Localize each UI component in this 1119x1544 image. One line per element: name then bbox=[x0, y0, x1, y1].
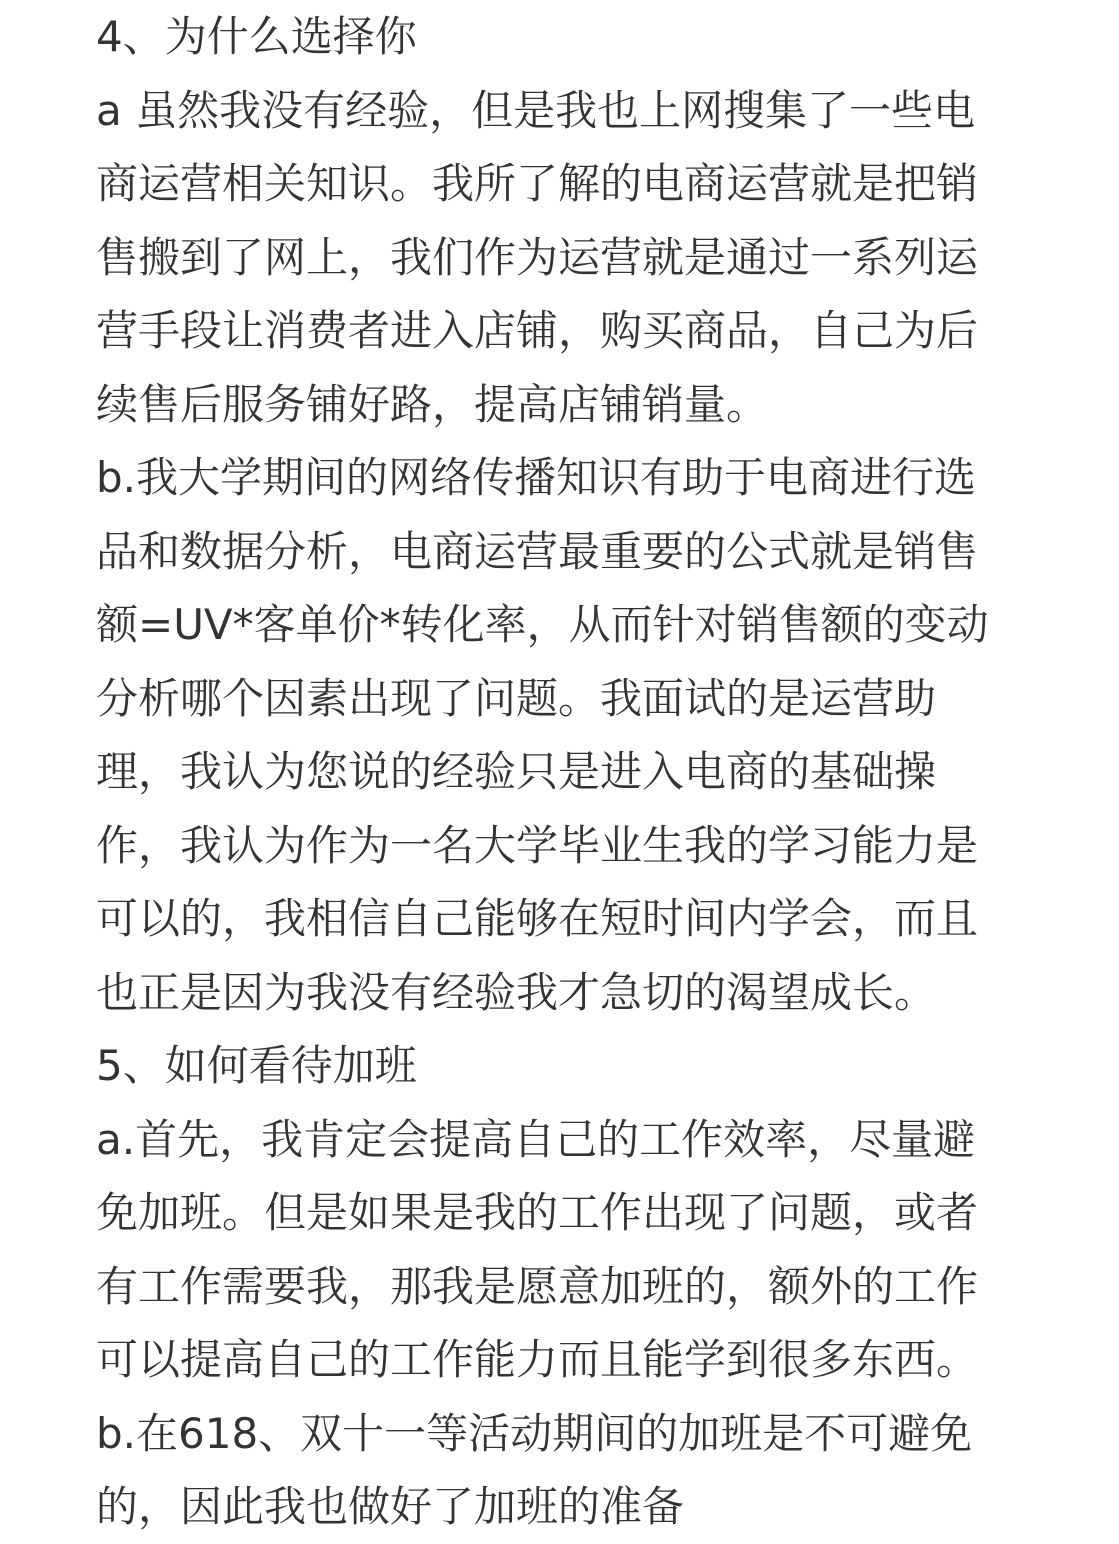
paragraph-line: 续售后服务铺好路，提高店铺销量。 bbox=[96, 379, 769, 429]
paragraph-line: 也正是因为我没有经验我才急切的渴望成长。 bbox=[96, 967, 937, 1017]
paragraph-line: a.首先，我肯定会提高自己的工作效率，尽量避 bbox=[96, 1114, 976, 1164]
paragraph-line: 品和数据分析，电商运营最重要的公式就是销售 bbox=[96, 526, 979, 576]
paragraph-line: 可以的，我相信自己能够在短时间内学会，而且 bbox=[96, 894, 979, 943]
paragraph-line: b.在618、双十一等活动期间的加班是不可避免 bbox=[96, 1408, 973, 1458]
paragraph-line: 营手段让消费者进入店铺，购买商品，自己为后 bbox=[96, 306, 979, 355]
paragraph-line: 作，我认为作为一名大学毕业生我的学习能力是 bbox=[96, 820, 979, 870]
paragraph-line: b.我大学期间的网络传播知识有助于电商进行选 bbox=[96, 453, 977, 502]
paragraph-line: 的，因此我也做好了加班的准备 bbox=[96, 1482, 685, 1531]
paragraph-line: 理，我认为您说的经验只是进入电商的基础操 bbox=[96, 747, 937, 796]
document-body bbox=[96, 0, 1036, 1544]
section-heading-5: 5、如何看待加班 bbox=[96, 1041, 417, 1090]
paragraph-line: 可以提高自己的工作能力而且能学到很多东西。 bbox=[96, 1335, 979, 1384]
paragraph-line: 售搬到了网上，我们作为运营就是通过一系列运 bbox=[96, 232, 979, 282]
paragraph-line: 额=UV*客单价*转化率，从而针对销售额的变动 bbox=[96, 600, 989, 649]
paragraph-line: 有工作需要我，那我是愿意加班的，额外的工作 bbox=[96, 1261, 979, 1311]
paragraph-line: 免加班。但是如果是我的工作出现了问题，或者 bbox=[96, 1188, 979, 1237]
paragraph-line: 分析哪个因素出现了问题。我面试的是运营助 bbox=[96, 673, 937, 723]
paragraph-line: 商运营相关知识。我所了解的电商运营就是把销 bbox=[96, 159, 979, 208]
section-heading-4: 4、为什么选择你 bbox=[96, 12, 417, 61]
paragraph-line: a 虽然我没有经验，但是我也上网搜集了一些电 bbox=[96, 85, 976, 135]
